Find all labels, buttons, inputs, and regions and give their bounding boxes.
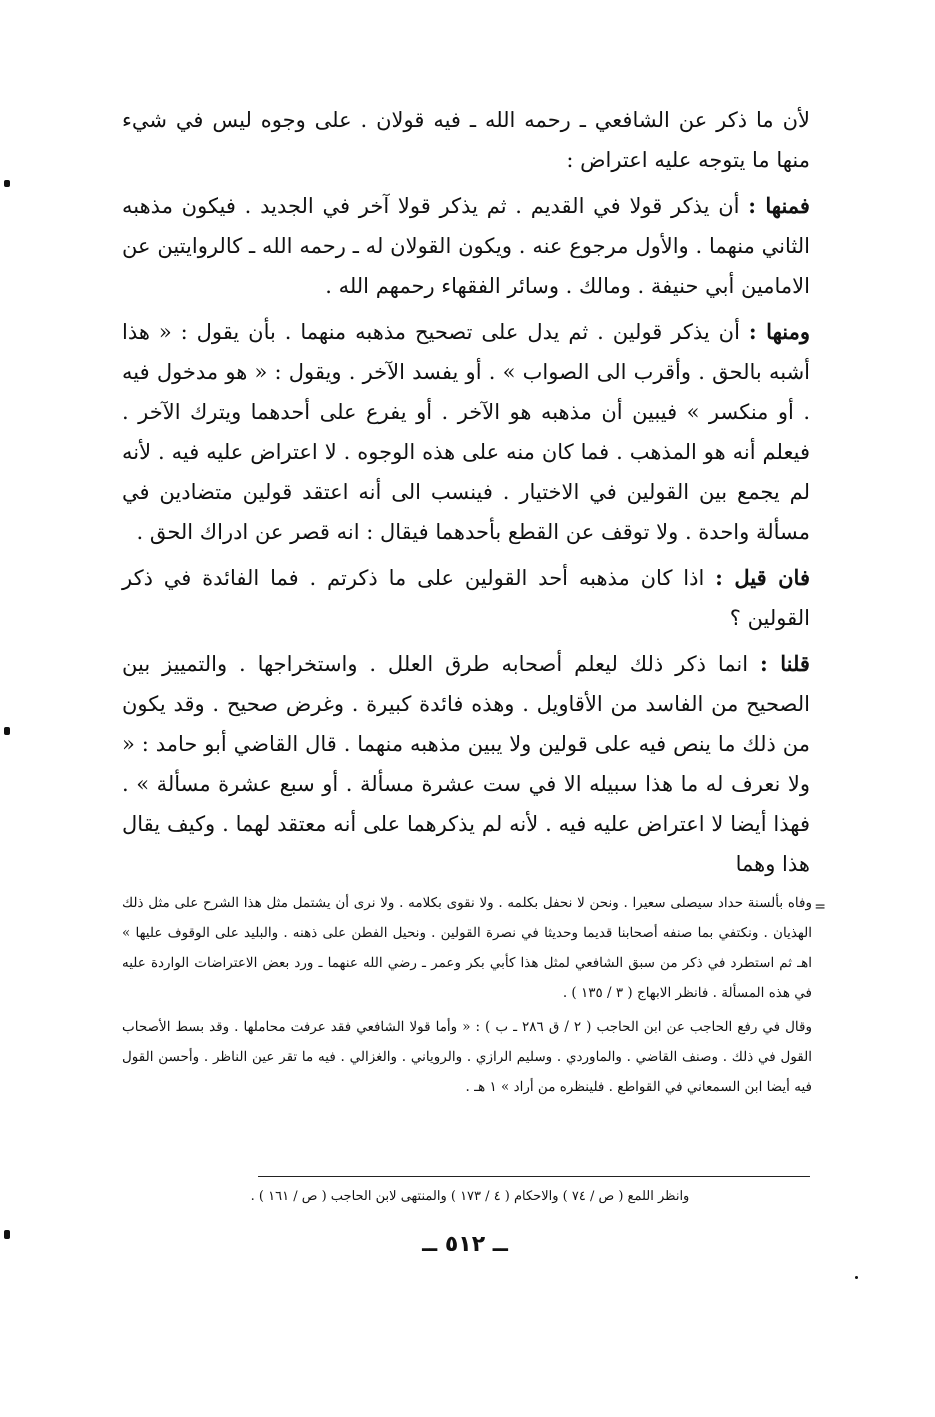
paragraph-lead: فمنها : [748,193,810,218]
scan-speck [4,1230,10,1239]
scan-speck [4,180,10,187]
scan-speck [855,1276,858,1279]
paragraph-intro [122,100,810,180]
footnote-divider [258,1176,810,1177]
paragraph-second-case [122,312,810,552]
footnotes [122,888,826,1106]
page-number: ــ ٥١٢ ــ [422,1232,508,1257]
scan-speck [4,727,10,735]
paragraph-lead: فان قيل : [715,565,810,590]
paragraph-lead: قلنا : [759,651,810,676]
paragraph-text: أن يذكر قولا في القديم . ثم يذكر قولا آخر في الجديد . فيكون مذهبه الثاني منهما . والأول مرجوع عنه . ويكون القولان له ـ رحمه الله ـ كالروايتين عن الامامين أبي حنيفة . ومالك . وسائر الفقهاء رحمهم الله . [122,194,810,298]
paragraph-answer [122,644,810,884]
paragraph-lead: ومنها : [748,319,810,344]
footnote-continuation-mark: = [814,899,826,915]
paragraph-text: اذا كان مذهبه أحد القولين على ما ذكرتم . فما الفائدة في ذكر القولين ؟ [122,566,810,630]
footnote: وفاه بألسنة حداد سيصلى سعيرا . ونحن لا نحفل بكلمه . ولا نقوى بكلامه . ولا نرى أن يشتمل مثل هذا الشرح على مثل ذلك الهذيان . ونكتفي بما صنفه أصحابنا قديما وحديثا في نصرة القولين . ونحيل الفطن على ذهنه . والبليد على الوقوف عليها » اهـ ثم استطرد في ذكر من سبق الشافعي لمثل هذا كأبي بكر وعمر ـ رضي الله عنهما ـ ورد بعض الاعتراضات الواردة عليه في هذه المسألة . فانظر الابهاج ( ٣ / ١٣٥ ) . [122,895,812,1001]
footnote: وقال في رفع الحاجب عن ابن الحاجب ( ٢ / ق ٢٨٦ ـ ب ) : « وأما قولا الشافعي فقد عرفت محاملها . وقد بسط الأصحاب القول في ذلك . وصنف القاضي . والماوردي . وسليم الرازي . والروياني . والغزالي . فيه ما تقر عين الناظر . وأحسن القول فيه أيضا ابن السمعاني في القواطع . فلينظره من أراد » ١ هـ . [122,1019,813,1095]
paragraph-text: انما ذكر ذلك ليعلم أصحابه طرق العلل . واستخراجها . والتمييز بين الصحيح من الفاسد من الأقاويل . وهذه فائدة كبيرة . وغرض صحيح . وقد يكون من ذلك ما ينص فيه على قولين ولا يبين مذهبه منهما . قال القاضي أبو حامد : « ولا نعرف له ما هذا سبيله الا في ست عشرة مسألة . أو سبع عشرة مسألة » . فهذا أيضا لا اعتراض عليه فيه . لأنه لم يذكرهما على أنه معتقد لهما . وكيف يقال هذا وهما [122,652,810,876]
references-line: وانظر اللمع ( ص / ٧٤ ) والاحكام ( ٤ / ١٧٣ ) والمنتهى لابن الحاجب ( ص / ١٦١ ) . [250,1189,690,1204]
paragraph-text: لأن ما ذكر عن الشافعي ـ رحمه الله ـ فيه قولان . على وجوه ليس في شيء منها ما يتوجه عليه اعتراض : [122,108,810,172]
paragraph-text: أن يذكر قولين . ثم يدل على تصحيح مذهبه منهما . بأن يقول : « هذا أشبه بالحق . وأقرب الى الصواب » . أو يفسد الآخر . ويقول : « هو مدخول فيه . أو منكسر » فيبين أن مذهبه هو الآخر . أو يفرع على أحدهما ويترك الآخر . فيعلم أنه هو المذهب . فما كان منه على هذه الوجوه . لا اعتراض عليه فيه . لأنه لم يجمع بين القولين في الاختيار . فينسب الى أنه اعتقد قولين متضادين في مسألة واحدة . ولا توقف عن القطع بأحدهما فيقال : انه قصر عن ادراك الحق . [122,320,810,544]
paragraph-first-case [122,186,810,306]
paragraph-question [122,558,810,638]
main-text [122,100,810,890]
